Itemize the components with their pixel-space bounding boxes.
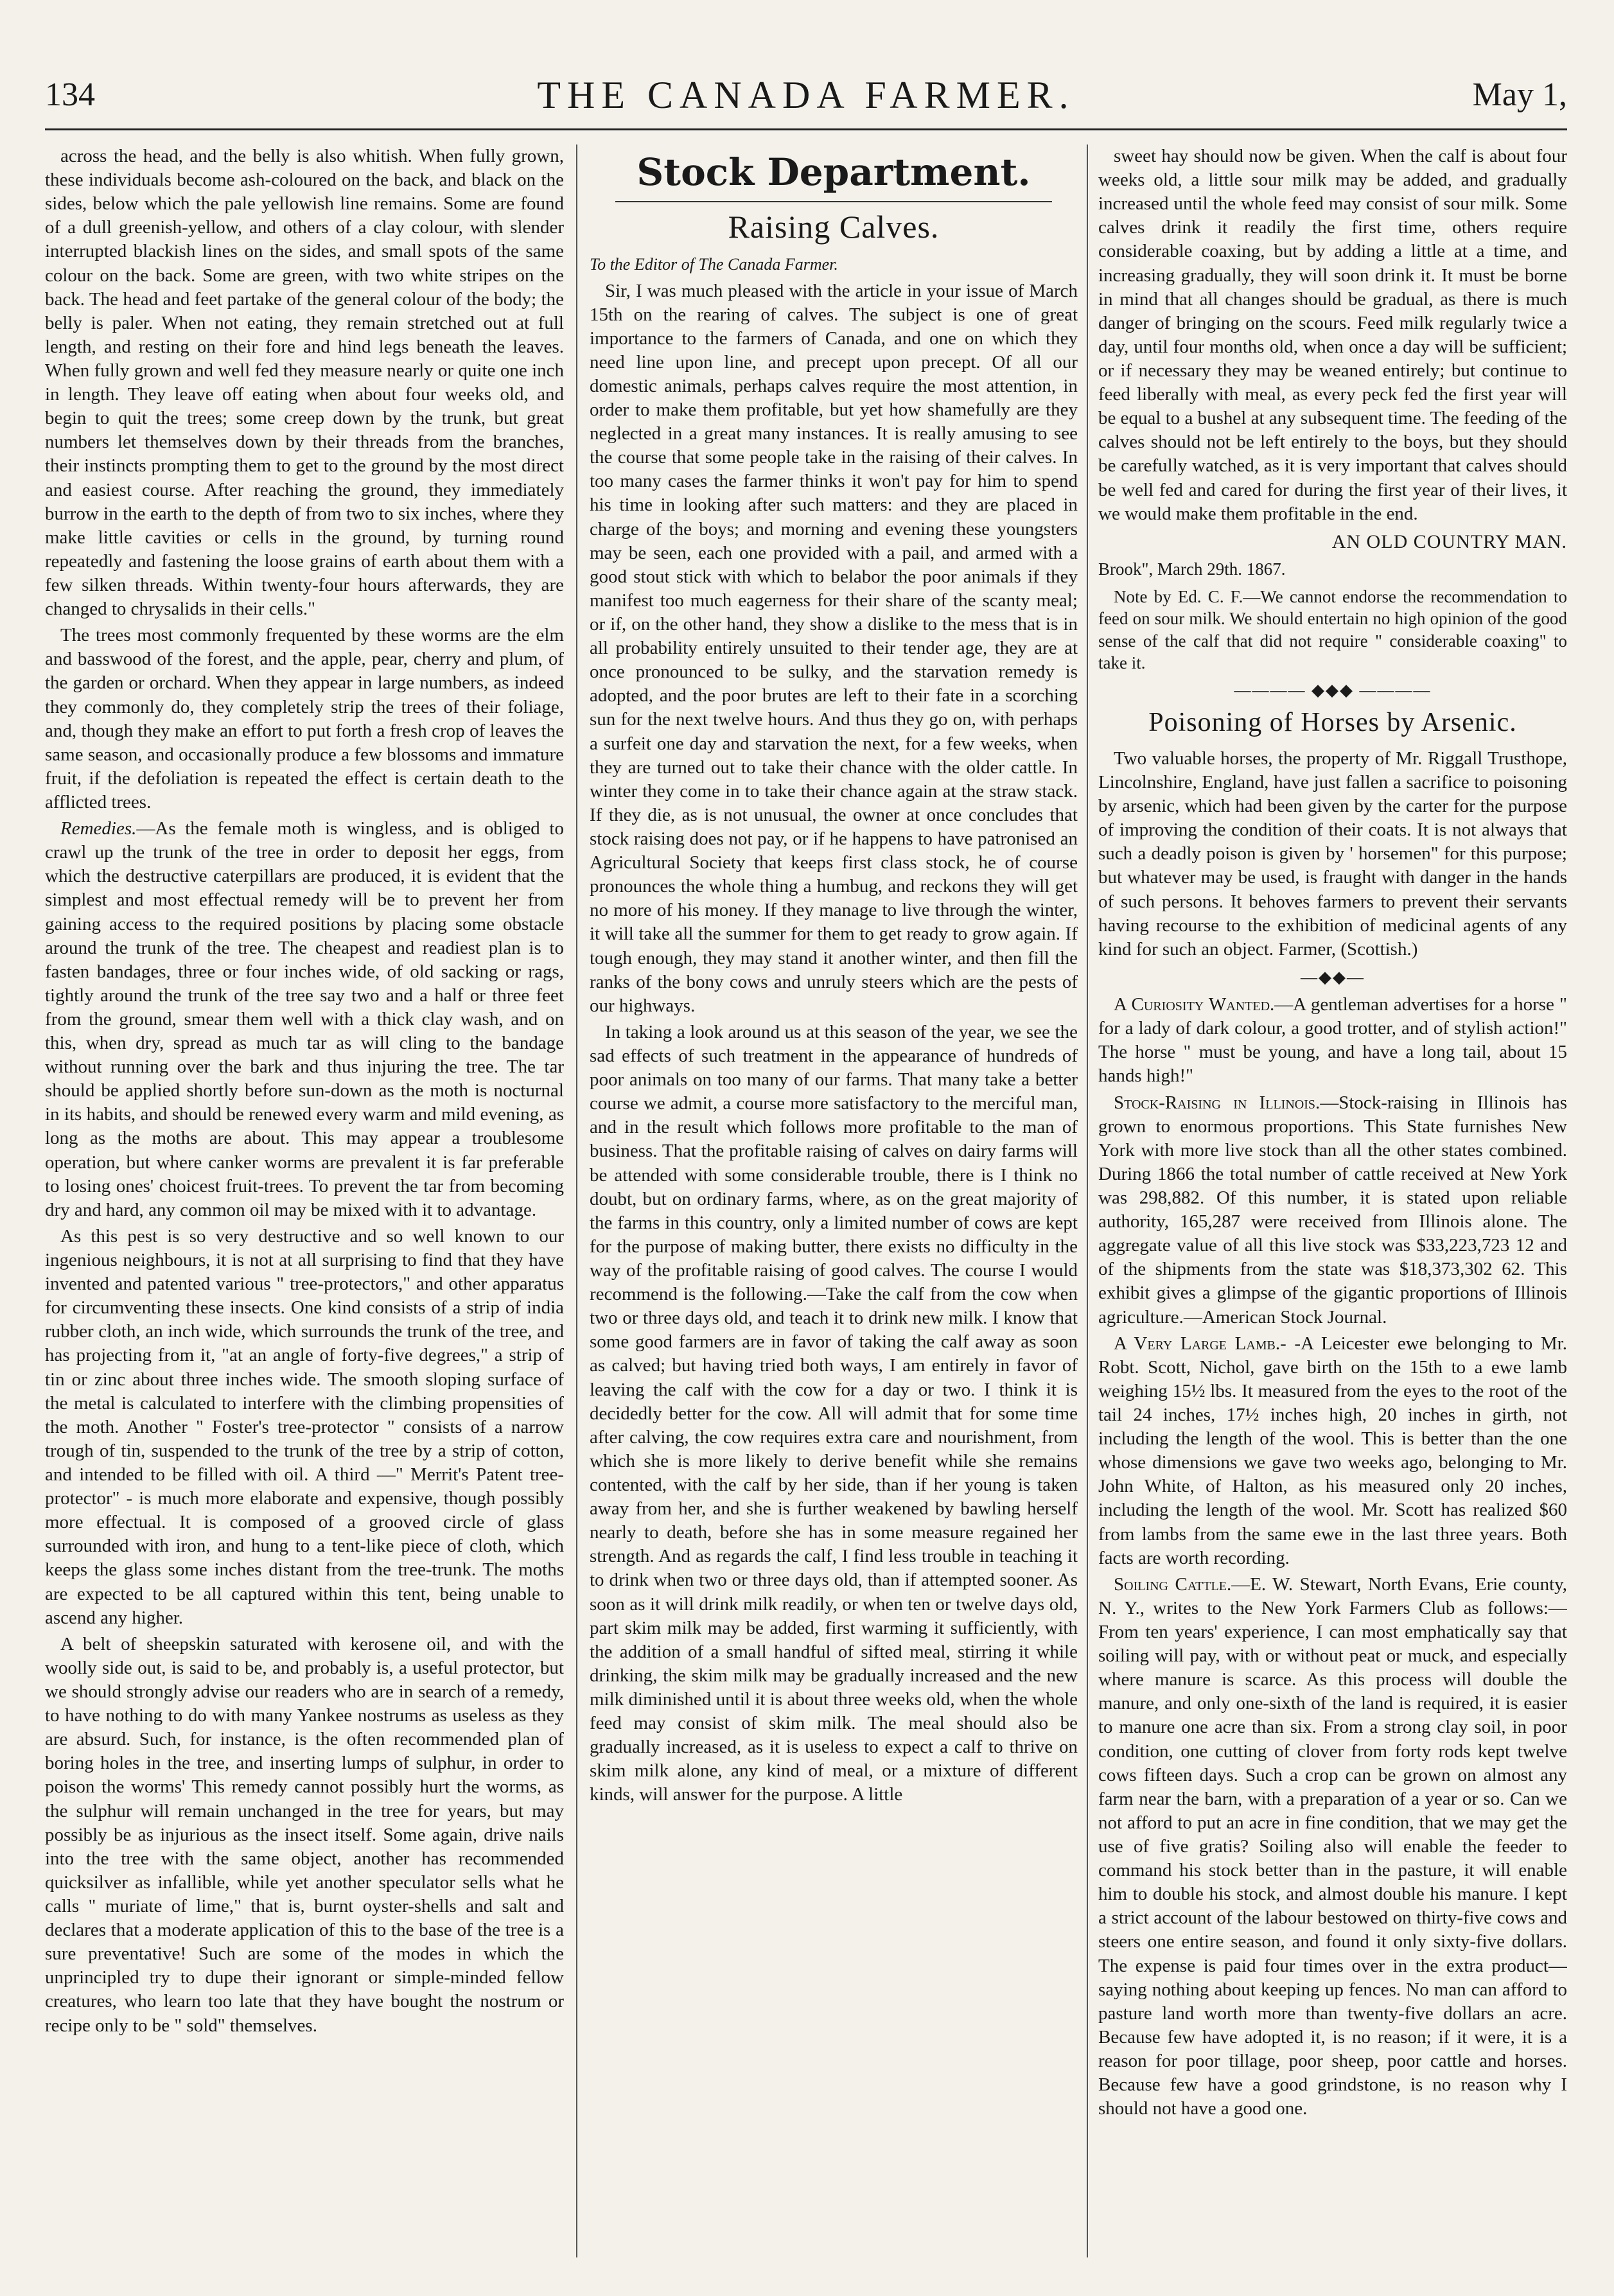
dateline: Brook", March 29th. 1867.	[1098, 559, 1286, 579]
issue-date: May 1,	[1472, 76, 1567, 113]
ornament-divider: ———— ◆◆◆ ————	[1234, 680, 1432, 699]
divider	[615, 201, 1052, 202]
article-headline: Raising Calves.	[728, 209, 940, 245]
editor-note: Note by Ed. C. F.—We cannot endorse the recommendation to feed on sour milk. We should entertain no high opinion of the good sense of the calf that did not require " considerable coaxing" to take it.	[1098, 586, 1567, 673]
article-paragraph: A Very Large Lamb.- -A Leicester ewe belonging to Mr. Robt. Scott, Nichol, gave birth on the 15th to a ewe lamb weighing 15½ lbs. It measured from the eyes to the root of the tail 24 inches, 17½ inches high, 20 inches in girth, not including the length of the wool. This is better than the one whose dimensions we gave two weeks ago, belonging to Mr. John White, of Halton, as his measured only 20 inches, including the length of the wool. Mr. Scott has realized $60 from lambs from the same ewe in the last three years. Both facts are worth recording.	[1098, 1333, 1567, 1568]
article-paragraph: A Curiosity Wanted.—A gentleman advertises for a horse " for a lady of dark colour, a good trotter, and of stylish action!" The horse " must be young, and have a long tail, about 15 hands high!"	[1098, 994, 1567, 1087]
paragraph-lead: A Very Large Lamb.	[1114, 1333, 1281, 1354]
article-paragraph: Remedies.—As the female moth is wingless, and is obliged to crawl up the trunk of the tree in order to deposit her eggs, from which the destructive caterpillars are produced, it is evident that the simplest and most effectual remedy will be to prevent her from gaining access to the required positions by placing some obstacle around the trunk of the tree. The cheapest and readiest plan is to fasten bandages, three or four inches wide, of old sacking or rags, tightly around the trunk of the tree say two and a half or three feet from the ground, smear them well with a thick clay wash, and on this, when dry, spread as much tar as will cling to the bandage without running over the bark and thus injuring the tree. The tar should be applied shortly before sun-down as the moth is nocturnal in its habits, and should be renewed every warm and mild evening, as long as the moths are about. This may appear a troublesome operation, but where canker worms are prevalent it is far preferable to losing ones' choicest fruit-trees. To prevent the tar from becoming dry and hard, any common oil may be mixed with it to advantage.	[45, 818, 564, 1220]
article-paragraph: Stock-Raising in Illinois.—Stock-raising in Illinois has grown to enormous proportions. This State furnishes New York with more live stock than all the other states combined. During 1866 the total number of cattle received at New York was 298,882. Of this number, it is stated upon reliable authority, 165,287 were received from Illinois alone. The aggregate value of all this live stock was $33,223,723 12 and of the shipments from the state was $18,373,302 62. This exhibit gives a glimpse of the gigantic proportions of Illinois agriculture.—American Stock Journal.	[1098, 1092, 1567, 1328]
column-divider	[1087, 145, 1088, 2257]
masthead	[45, 71, 1567, 130]
article-paragraph: In taking a look around us at this season of the year, we see the sad effects of such treatment in the appearance of hundreds of poor animals on too many of our farms. That many take a better course we admit, a course more satisfactory to the merciful man, and in the result which follows more profitable to the man of business. That the profitable raising of calves on dairy farms will be attended with some considerable trouble, there is I think no doubt, but on ordinary farms, where, as on the great majority of the farms in this country, only a limited number of cows are kept for the purpose of making butter, there exists no difficulty in the way of the profitable raising of good calves. The course I would recommend is the following.—Take the calf from the cow when two or three days old, and teach it to drink new milk. I know that some good farmers are in favor of taking the calf away as soon as calved; but having tried both ways, I am entirely in favor of leaving the calf with the cow for a day or two. I think it is decidedly better for the cow. All will admit that for some time after calving, the cow requires extra care and nourishment, from which she is more likely to derive benefit while she remains contented, with the calf by her side, than if her young is taken away from her, and she is further weakened by bawling herself nearly to death, before she has in some measure regained her strength. And as regards the calf, I find less trouble in teaching it to drink when two or three days old, than if attempted sooner. As soon as it will drink milk readily, or when ten or twelve days old, part skim milk may be added, first warming it sufficiently, with the addition of a small handful of sifted meal, stirring it while drinking, the skim milk may be gradually increased and the new milk diminished until it is about three weeks old, when the whole feed may consist of skim milk. The meal should also be gradually increased, as it is useless to expect a calf to thrive on skim milk alone, any kind of meal, or a mixture of different kinds, will answer for the purpose. A little	[590, 1021, 1078, 1805]
article-paragraph: sweet hay should now be given. When the calf is about four weeks old, a little sour milk may be added, and gradually increased until the whole feed may consist of sour milk. Some calves drink it readily the first time, others require considerable coaxing, but by adding a little at a time, and increasing gradually, they will soon drink it. It must be borne in mind that all changes should be gradual, as there is much danger of bringing on the scours. Feed milk regularly twice a day, until four months old, when once a day will be sufficient; or if necessary they may be weaned entirely; but continue to feed liberally with meal, as every peck fed the first year will be equal to a bushel at any subsequent time. The feeding of the calves should not be left entirely to the boys, but they should be carefully watched, as it is very important that calves should be well fed and cared for during the first year of their lives, it we would make them profitable in the end.	[1098, 146, 1567, 524]
paragraph-lead: Remedies.	[60, 818, 137, 839]
paragraph-lead: Soiling Cattle.	[1114, 1573, 1232, 1595]
column-3	[1098, 145, 1567, 2257]
article-headline: Poisoning of Horses by Arsenic.	[1148, 708, 1517, 738]
article-paragraph: As this pest is so very destructive and so well known to our ingenious neighbours, it is not at all surprising to find that they have invented and patented various " tree-protectors," and other apparatus for circumventing these insects. One kind consists of a strip of india rubber cloth, an inch wide, which surrounds the trunk of the tree, and has projecting from it, "at an angle of forty-five degrees," a strip of tin or zinc about three inches wide. The smooth sloping surface of the metal is calculated to interfere with the climbing propensities of the moth. Another " Foster's tree-protector " consists of a narrow trough of tin, suspended to the trunk of the tree by a strip of cotton, and intended to be filled with oil. A third —" Merrit's Patent tree-protector" - is much more elaborate and expensive, though possibly more effectual. It is composed of a grooved circle of glass surrounded with iron, and hung to a tent-like piece of cloth, which keeps the glass some inches distant from the tree-trunk. The moths are expected to be all captured within this tent, being unable to ascend any higher.	[45, 1225, 564, 1628]
newspaper-title: THE CANADA FARMER.	[537, 74, 1075, 116]
article-paragraph: A belt of sheepskin saturated with kerosene oil, and with the woolly side out, is said to be, and probably is, a useful protector, but we should strongly advise our readers who are in search of a remedy, to have nothing to do with many Yankee nostrums as useless as they are absurd. Such, for instance, is the often recommended plan of boring holes in the tree, and inserting lumps of sulphur, in order to poison the worms' This remedy cannot possibly hurt the worms, as the sulphur will remain unchanged in the tree for years, but may possibly be as injurious as the insect itself. Some again, drive nails into the tree with the same object, another has recommended quicksilver as infallible, while yet another speculator sells what he calls " muriate of lime," that is, burnt oyster-shells and salt and declares that a moderate application of this to the base of the tree is a sure preventative! Such are some of the modes in which the unprincipled try to dupe their ignorant or simple-minded fellow creatures, who learn too late that they have bought the nostrum or recipe only to be " sold" themselves.	[45, 1633, 564, 2036]
salutation: To the Editor of The Canada Farmer.	[590, 255, 838, 274]
department-heading: Stock Department.	[636, 150, 1031, 194]
article-paragraph: Soiling Cattle.—E. W. Stewart, North Evans, Erie county, N. Y., writes to the New York Farmers Club as follows:—From ten years' experience, I can most emphatically say that soiling will pay, with or without peat or muck, and especially where manure is scarce. As this process will double the manure, and only one-sixth of the land is required, it is easier to manure one acre than six. From a strong clay soil, in poor condition, one cutting of clover from forty rods kept twelve cows fifteen days. Such a crop can be grown on almost any farm near the barn, with a preparation of a year or so. Can we not afford to put an acre in fine condition, that we may get the use of five gratis? Soiling also will enable the feeder to command his stock better than in the pasture, it will enable him to double his stock, and almost double his manure. I kept a strict account of the labour bestowed on thirty-five cows and steers one entire season, and found it only sixty-five dollars. The expense is paid four times over in the extra product—saying nothing about keeping up fences. No man can afford to pasture land worth more than twenty-five dollars an acre. Because few have adopted it, is no reason; if it were, it is a reason for poor tillage, poor sheep, poor cattle and horses. Because few have a good grindstone, is no reason why I should not have a good one.	[1098, 1573, 1567, 2119]
paragraph-lead: Stock-Raising in Illinois.	[1114, 1092, 1320, 1113]
paragraph-lead: A Curiosity Wanted.	[1114, 994, 1275, 1015]
signature: AN OLD COUNTRY MAN.	[1331, 530, 1567, 552]
ornament-divider: —◆◆—	[1301, 967, 1365, 986]
article-paragraph: across the head, and the belly is also whitish. When fully grown, these individuals become ash-coloured on the back, and black on the sides, below which the pale yellowish line remains. Some are found of a dull greenish-yellow, and others of a clay colour, with slender interrupted blackish lines on the sides, and small spots of the same colour on the back. Some are green, with two white stripes on the back. The head and feet partake of the general colour of the body; the belly is paler. When not eating, they remain stretched out at full length, and resting on their fore and hind legs beneath the leaves. When fully grown and well fed they measure nearly or quite one inch in length. They leave off eating when about four weeks old, and begin to quit the trees; some creep down by the trunk, but great numbers let themselves down by their threads from the branches, their instincts prompting them to get to the ground by the most direct and easiest course. After reaching the ground, they immediately burrow in the earth to the depth of from two to six inches, where they make little cavities or cells in the ground, by turning round repeatedly and fastening the loose grains of earth about them with a few silken threads. Within twenty-four hours afterwards, they are changed to chrysalids in their cells."	[45, 146, 564, 620]
article-paragraph: Two valuable horses, the property of Mr. Riggall Trusthope, Lincolnshire, England, have just fallen a sacrifice to poisoning by arsenic, which had been given by the carter for the purpose of improving the condition of their coats. It is not always that such a deadly poison is given by ' horsemen" for this purpose; but whatever may be used, is fraught with danger in the hands of such persons. It behoves farmers to prevent their servants having recourse to the exhibition of medicinal agents of any kind for such an object. Farmer, (Scottish.)	[1098, 748, 1567, 960]
column-2	[590, 145, 1078, 2257]
article-paragraph: Sir, I was much pleased with the article in your issue of March 15th on the rearing of calves. The subject is one of great importance to the farmers of Canada, and one on which they need line upon line, and precept upon precept. Of all our domestic animals, perhaps calves require the most attention, in order to make them profitable, but yet how shamefully are they neglected in a great many instances. It is really amusing to see the course that some people take in the raising of their calves. In too many cases the farmer thinks it won't pay for him to spend his time in looking after such matters: and they are placed in charge of the boys; and morning and evening these youngsters may be seen, each one provided with a pail, and armed with a good stout stick with which to belabor the poor animals if they manifest too much eagerness for their share of the scanty meal; or if, on the other hand, they show a dislike to the mess that is in all probability entirely unsuited to their tender age, they are at once pronounced to be sulky, and the starvation remedy is adopted, and the poor brutes are left to their fate in a scorching sun for the next twelve hours. And thus they go on, with perhaps a surfeit one day and starvation the next, for a few weeks, when they are turned out to take their chance with the older cattle. In winter they come in to take their chance again at the straw stack. If they die, as is not unusual, the owner at once concludes that stock raising does not pay, or if he happens to have patronised an Agricultural Society that keeps first class stock, he of course pronounces the whole thing a humbug, and reckons they will get no more of his money. If they manage to live through the winter, it will take all the summer for them to get ready to grow again. If tough enough, they may stand it another winter, and then fill the ranks of the bony cows and unruly steers which are the pests of our highways.	[590, 280, 1078, 1016]
column-divider	[576, 145, 577, 2257]
article-paragraph: The trees most commonly frequented by these worms are the elm and basswood of the forest, and the apple, pear, cherry and plum, of the garden or orchard. When they appear in large numbers, as indeed they commonly do, they completely strip the trees of their foliage, and, though they make an effort to put forth a fresh crop of leaves the same season, and occasionally produce a few blossoms and immature fruit, if the defoliation is repeated the effect is certain death to the afflicted trees.	[45, 625, 564, 812]
column-1	[45, 145, 564, 2257]
page-number: 134	[45, 76, 95, 113]
